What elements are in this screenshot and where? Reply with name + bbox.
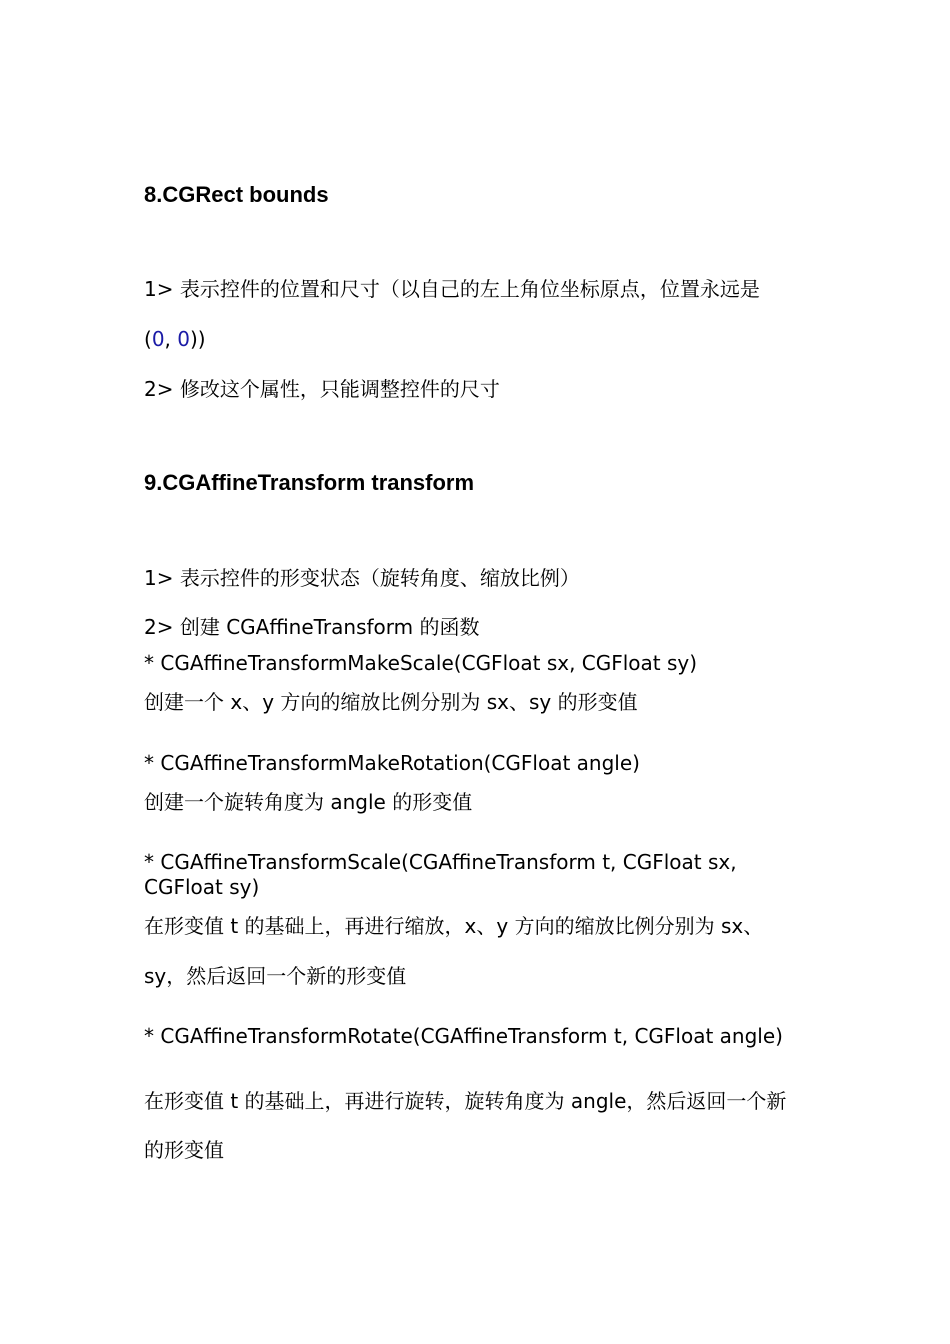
function-signature: * CGAffineTransformMakeRotation(CGFloat angle) — [144, 751, 640, 775]
function-description: 创建一个 x、y 方向的缩放比例分别为 sx、sy 的形变值 — [144, 690, 638, 714]
section-8-point-1-continued — [144, 326, 206, 352]
section-9-point-2: 2> 创建 CGAffineTransform 的函数 — [144, 615, 480, 639]
function-signature: * CGAffineTransformScale(CGAffineTransform t, CGFloat sx, CGFloat sy) — [144, 850, 737, 899]
function-description: 在形变值 t 的基础上，再进行旋转，旋转角度为 angle，然后返回一个新 — [144, 1089, 787, 1113]
origin-x-value: 0 — [151, 327, 165, 351]
origin-y-value: 0 — [177, 327, 190, 351]
comma-separator: , — [164, 327, 178, 351]
section-9-point-1: 1> 表示控件的形变状态（旋转角度、缩放比例） — [144, 566, 580, 590]
paren-close: )) — [190, 327, 206, 351]
section-8-point-2: 2> 修改这个属性，只能调整控件的尺寸 — [144, 377, 500, 401]
section-8-point-1: 1> 表示控件的位置和尺寸（以自己的左上角位坐标原点，位置永远是 — [144, 277, 760, 301]
function-signature: * CGAffineTransformRotate(CGAffineTransform t, CGFloat angle) — [144, 1024, 783, 1048]
function-description: 创建一个旋转角度为 angle 的形变值 — [144, 790, 473, 814]
section-9-heading: 9.CGAffineTransform transform — [144, 470, 475, 495]
paren-open: ( — [144, 327, 152, 351]
function-description: 的形变值 — [144, 1138, 224, 1162]
section-8-heading: 8.CGRect bounds — [144, 182, 329, 207]
function-description: sy，然后返回一个新的形变值 — [144, 964, 407, 988]
function-signature: * CGAffineTransformMakeScale(CGFloat sx, CGFloat sy) — [144, 651, 698, 675]
function-description: 在形变值 t 的基础上，再进行缩放，x、y 方向的缩放比例分别为 sx、 — [144, 914, 764, 938]
